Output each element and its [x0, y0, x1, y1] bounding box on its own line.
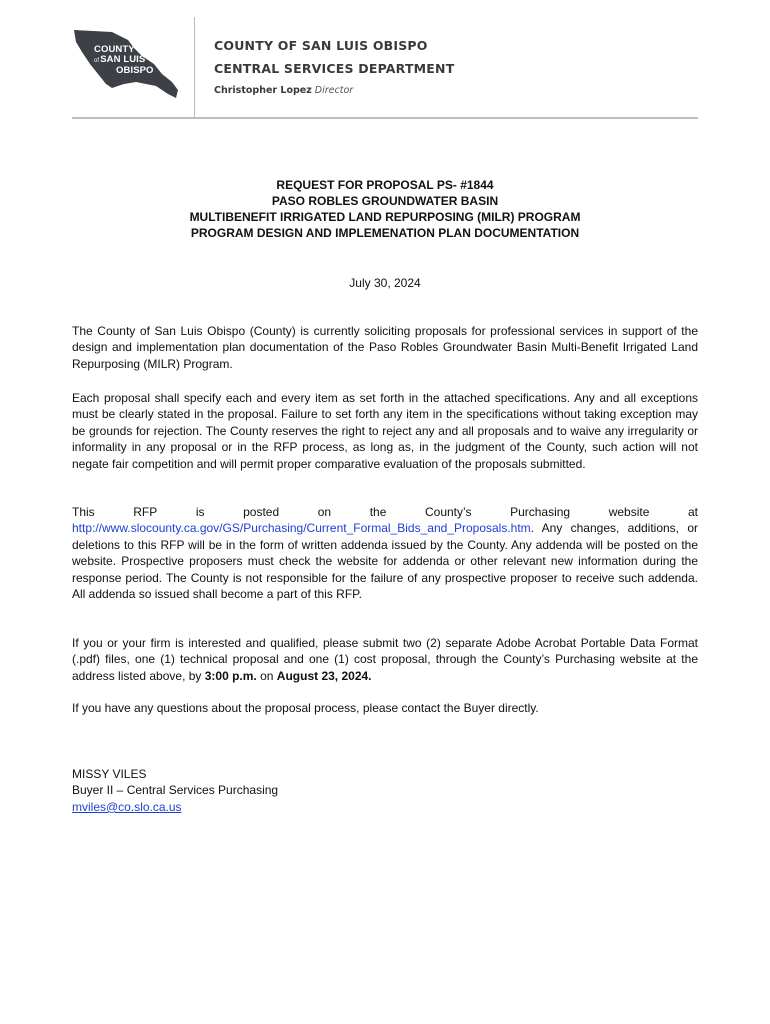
title-line-4: PROGRAM DESIGN AND IMPLEMENATION PLAN DOCUMENTATION — [190, 226, 580, 240]
signature-block — [72, 766, 278, 815]
document-date: July 30, 2024 — [349, 276, 421, 290]
title-line-3: MULTIBENEFIT IRRIGATED LAND REPURPOSING (MILR) PROGRAM — [189, 210, 581, 224]
department-name: CENTRAL SERVICES DEPARTMENT — [214, 61, 455, 76]
paragraph-questions: If you have any questions about the proposal process, please contact the Buyer directly. — [72, 701, 539, 715]
rfp-title — [72, 177, 698, 241]
paragraph-intro: The County of San Luis Obispo (County) is currently soliciting proposals for professional services in support of the design and implementation plan documentation of the Paso Robles Groundwater Basin Multi-Benefit Irrigated Land Repurposing (MILR) Program. — [72, 324, 698, 371]
paragraph-website — [72, 504, 698, 602]
director-line — [214, 85, 454, 96]
org-name: COUNTY OF SAN LUIS OBISPO — [214, 38, 428, 53]
title-line-2: PASO ROBLES GROUNDWATER BASIN — [271, 194, 499, 208]
submission-time: 3:00 p.m. — [204, 668, 257, 683]
buyer-name: MISSY VILES — [72, 767, 147, 781]
website-first-line: This RFP is posted on the County’s Purchasing website at — [72, 505, 698, 519]
logo-wordmark — [94, 45, 154, 76]
header-text — [214, 38, 454, 96]
title-line-1: REQUEST FOR PROPOSAL PS- #1844 — [276, 178, 494, 192]
logo-line-2: ofSAN LUIS — [94, 54, 146, 65]
submission-deadline: August 23, 2024. — [276, 668, 372, 683]
buyer-email-link[interactable]: mviles@co.slo.ca.us — [72, 799, 182, 814]
county-logo — [72, 28, 180, 100]
purchasing-website-link[interactable]: http://www.slocounty.ca.gov/GS/Purchasing/Current_Formal_Bids_and_Proposals.htm — [72, 521, 531, 536]
website-rest: http://www.slocounty.ca.gov/GS/Purchasing/Current_Formal_Bids_and_Proposals.htm. Any changes, additions, or deletions to this RFP will be in the form of written addenda issued by the County. Any addenda will be posted on the website. Prospective proposers must check the website for addenda or other relevant new information during the response period. The County is not responsible for the failure of any prospective proposer to receive such addenda. All addenda so issued shall become a part of this RFP. — [72, 521, 698, 602]
header-rule — [72, 117, 698, 119]
director-title: Director — [314, 85, 354, 96]
logo-line-1: COUNTY — [94, 44, 135, 55]
header-divider-vertical — [194, 17, 195, 117]
logo-line-3: OBISPO — [116, 65, 154, 76]
paragraph-requirements: Each proposal shall specify each and every item as set forth in the attached specifications. Any and all exceptions must be clearly stated in the proposal. Failure to set forth any item in the specifications without taking exception may be grounds for rejection. The County reserves the right to reject any and all proposals and to waive any irregularity or informality in any proposal or in the RFP process, as long as, in the judgment of the County, such action will not negate fair competition and will permit proper comparative evaluation of the proposals submitted. — [72, 391, 698, 471]
buyer-title: Buyer II – Central Services Purchasing — [72, 783, 279, 798]
director-name: Christopher Lopez — [214, 85, 312, 96]
paragraph-submission: If you or your firm is interested and qualified, please submit two (2) separate Adobe Acrobat Portable Data Format (.pdf) files, one (1) technical proposal and one (1) cost proposal, through the County’s Purchasing website at the address listed above, by 3:00 p.m. on August 23, 2024. — [72, 636, 698, 683]
